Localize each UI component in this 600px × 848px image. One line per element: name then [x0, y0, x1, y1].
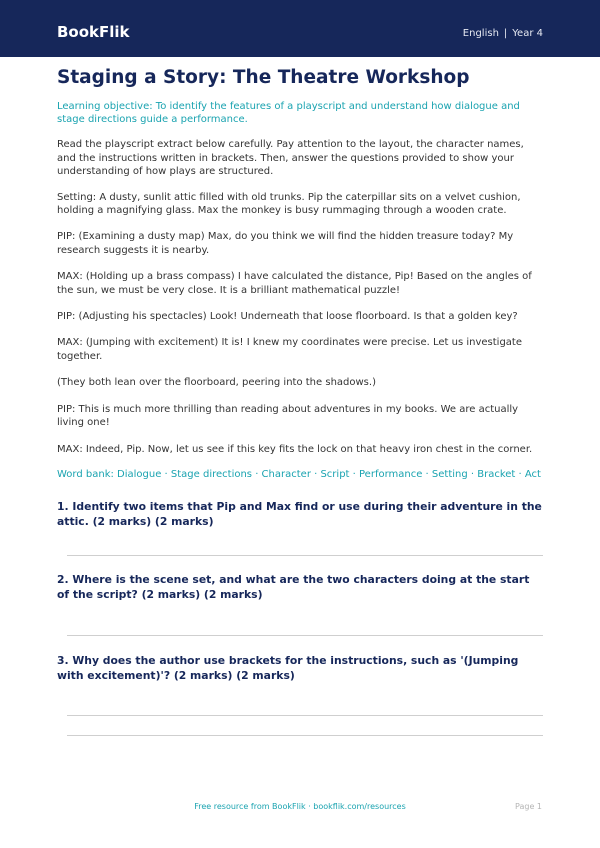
answer-line[interactable]: [67, 735, 543, 736]
stage-direction: (They both lean over the floorboard, peering into the shadows.): [57, 377, 376, 389]
script-line: PIP: (Adjusting his spectacles) Look! Underneath that loose floorboard. Is that a golden key?: [57, 311, 518, 323]
brand-logo[interactable]: BookFlik: [57, 23, 130, 41]
meta-separator: |: [503, 28, 508, 39]
footer-link[interactable]: Free resource from BookFlik · bookflik.com/resources: [194, 802, 406, 811]
question-3: 3. Why does the author use brackets for the instructions, such as '(Jumping with excitement)'? (2 marks) (2 marks): [57, 654, 519, 682]
answer-line[interactable]: [67, 635, 543, 636]
subject-year-label: [463, 27, 543, 41]
question-2: 2. Where is the scene set, and what are the two characters doing at the start of the script? (2 marks) (2 marks): [57, 573, 530, 601]
script-line: MAX: (Holding up a brass compass) I have calculated the distance, Pip! Based on the angles of the sun, we must be very close. It is a brilliant mathematical puzzle!: [57, 271, 532, 296]
worksheet-content: [57, 64, 543, 736]
script-line: MAX: (Jumping with excitement) It is! I knew my coordinates were precise. Let us investigate together.: [57, 337, 522, 362]
script-line: MAX: Indeed, Pip. Now, let us see if this key fits the lock on that heavy iron chest in the corner.: [57, 443, 533, 455]
word-bank: Word bank: Dialogue · Stage directions · Character · Script · Performance · Setting · Bracket · Act: [57, 468, 541, 480]
question-1: 1. Identify two items that Pip and Max find or use during their adventure in the attic. (2 marks) (2 marks): [57, 500, 542, 528]
page-number: Page 1: [515, 802, 542, 811]
page-header: [0, 0, 600, 57]
subject-label: English: [462, 28, 499, 39]
learning-objective: Learning objective: To identify the features of a playscript and understand how dialogue and stage directions guide a performance.: [57, 101, 520, 126]
year-label: Year 4: [512, 28, 543, 39]
intro-paragraph: Read the playscript extract below carefully. Pay attention to the layout, the character names, and the instructions written in brackets. Then, answer the questions provided to show your understanding of how plays are structured.: [57, 139, 524, 178]
script-setting: Setting: A dusty, sunlit attic filled with old trunks. Pip the caterpillar sits on a velvet cushion, holding a magnifying glass. Max the monkey is busy rummaging through a wooden crate.: [57, 191, 521, 217]
page-footer: [0, 801, 600, 815]
script-line: PIP: This is much more thrilling than reading about adventures in my books. We are actually living one!: [57, 403, 519, 429]
page-title: Staging a Story: The Theatre Workshop: [57, 67, 470, 88]
answer-line[interactable]: [67, 555, 543, 556]
script-line: PIP: (Examining a dusty map) Max, do you think we will find the hidden treasure today? My research suggests it is nearby.: [57, 231, 514, 256]
answer-line[interactable]: [67, 715, 543, 716]
